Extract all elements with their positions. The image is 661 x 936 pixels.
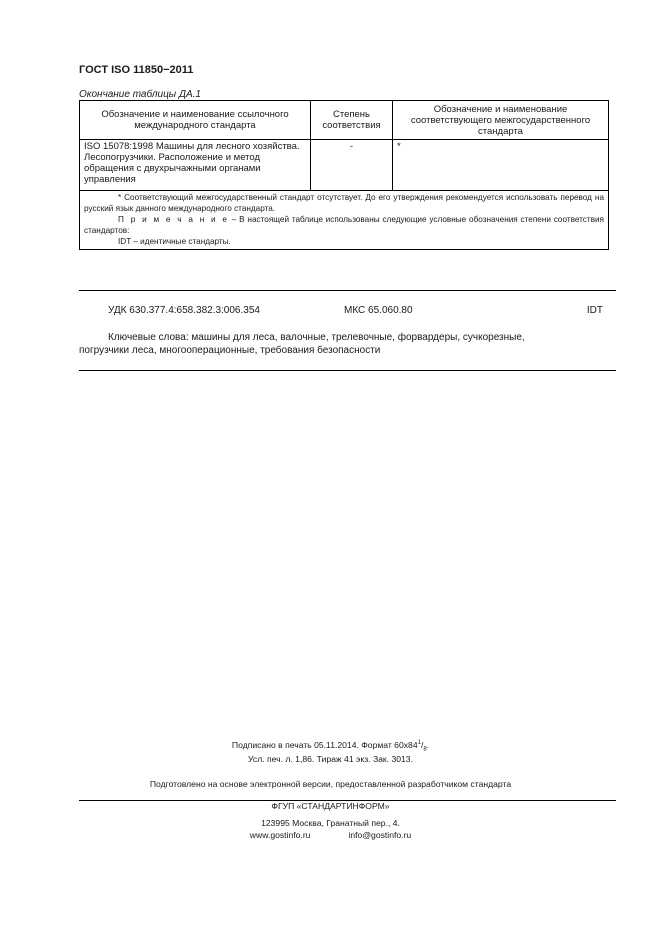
print-sheets: Усл. печ. л. 1,86. Тираж 41 экз. Зак. 3013. [248, 754, 413, 764]
keywords-line-1: Ключевые слова: машины для леса, валочные, трелевочные, форвардеры, сучкорезные, [108, 332, 525, 343]
table-header-row [80, 101, 609, 140]
publisher-contacts [0, 830, 661, 840]
table-row [80, 140, 609, 191]
signed-suffix: . [426, 740, 430, 750]
website-link[interactable]: www.gostinfo.ru [249, 830, 311, 840]
note [84, 214, 604, 236]
cell-reference: ISO 15078:1998 Машины для лесного хозяйства. Лесопогрузчики. Расположение и метод обращения с двухрычажными органами управления [80, 140, 311, 191]
footnote: * Соответствующий межгосударственный стандарт отсутствует. До его утверждения рекомендуется использовать перевод на русский язык данного международного стандарта. [84, 193, 604, 213]
divider-keywords [79, 370, 616, 371]
document-title: ГОСТ ISO 11850−2011 [79, 64, 194, 76]
prepared-note: Подготовлено на основе электронной версии, предоставленной разработчиком стандарта [149, 779, 512, 789]
keywords-line-2: погрузчики леса, многооперационные, требования безопасности [79, 345, 381, 356]
keywords [79, 331, 599, 357]
cell-degree: - [311, 140, 393, 191]
idt-note: IDT – идентичные стандарты. [118, 237, 231, 246]
publisher-address: 123995 Москва, Гранатный пер., 4. [261, 818, 400, 828]
divider-top [79, 290, 616, 291]
standards-table [79, 100, 609, 250]
table-caption: Окончание таблицы ДА.1 [79, 89, 201, 100]
idt-code: IDT [586, 305, 603, 316]
format-sup: 1 [417, 740, 421, 747]
header-interstate-standard: Обозначение и наименование соответствующего межгосударственного стандарта [393, 101, 609, 140]
signed-for-print: Подписано в печать 05.11.2014. Формат $60х84^1/_8$. [231, 740, 430, 753]
email-link[interactable]: info@gostinfo.ru [348, 830, 412, 840]
cell-interstate: * [393, 140, 609, 191]
publisher-name: ФГУП «СТАНДАРТИНФОРМ» [271, 801, 390, 811]
note-text: – В настоящей таблице использованы следующие условные обозначения степени соответствия стандартов: [84, 215, 604, 235]
mks-code: МКС 65.060.80 [344, 305, 413, 316]
udk-code: УДК 630.377.4:658.382.3:006.354 [108, 305, 260, 316]
table-notes [80, 191, 609, 250]
header-reference-standard: Обозначение и наименование ссылочного международного стандарта [80, 101, 311, 140]
format-sub: 8 [423, 746, 427, 753]
table-notes-row [80, 191, 609, 250]
note-label: П р и м е ч а н и е [118, 215, 229, 224]
signed-prefix: Подписано в печать 05.11.2014. Формат 60х84 [231, 740, 418, 750]
header-degree: Степень соответствия [311, 101, 393, 140]
